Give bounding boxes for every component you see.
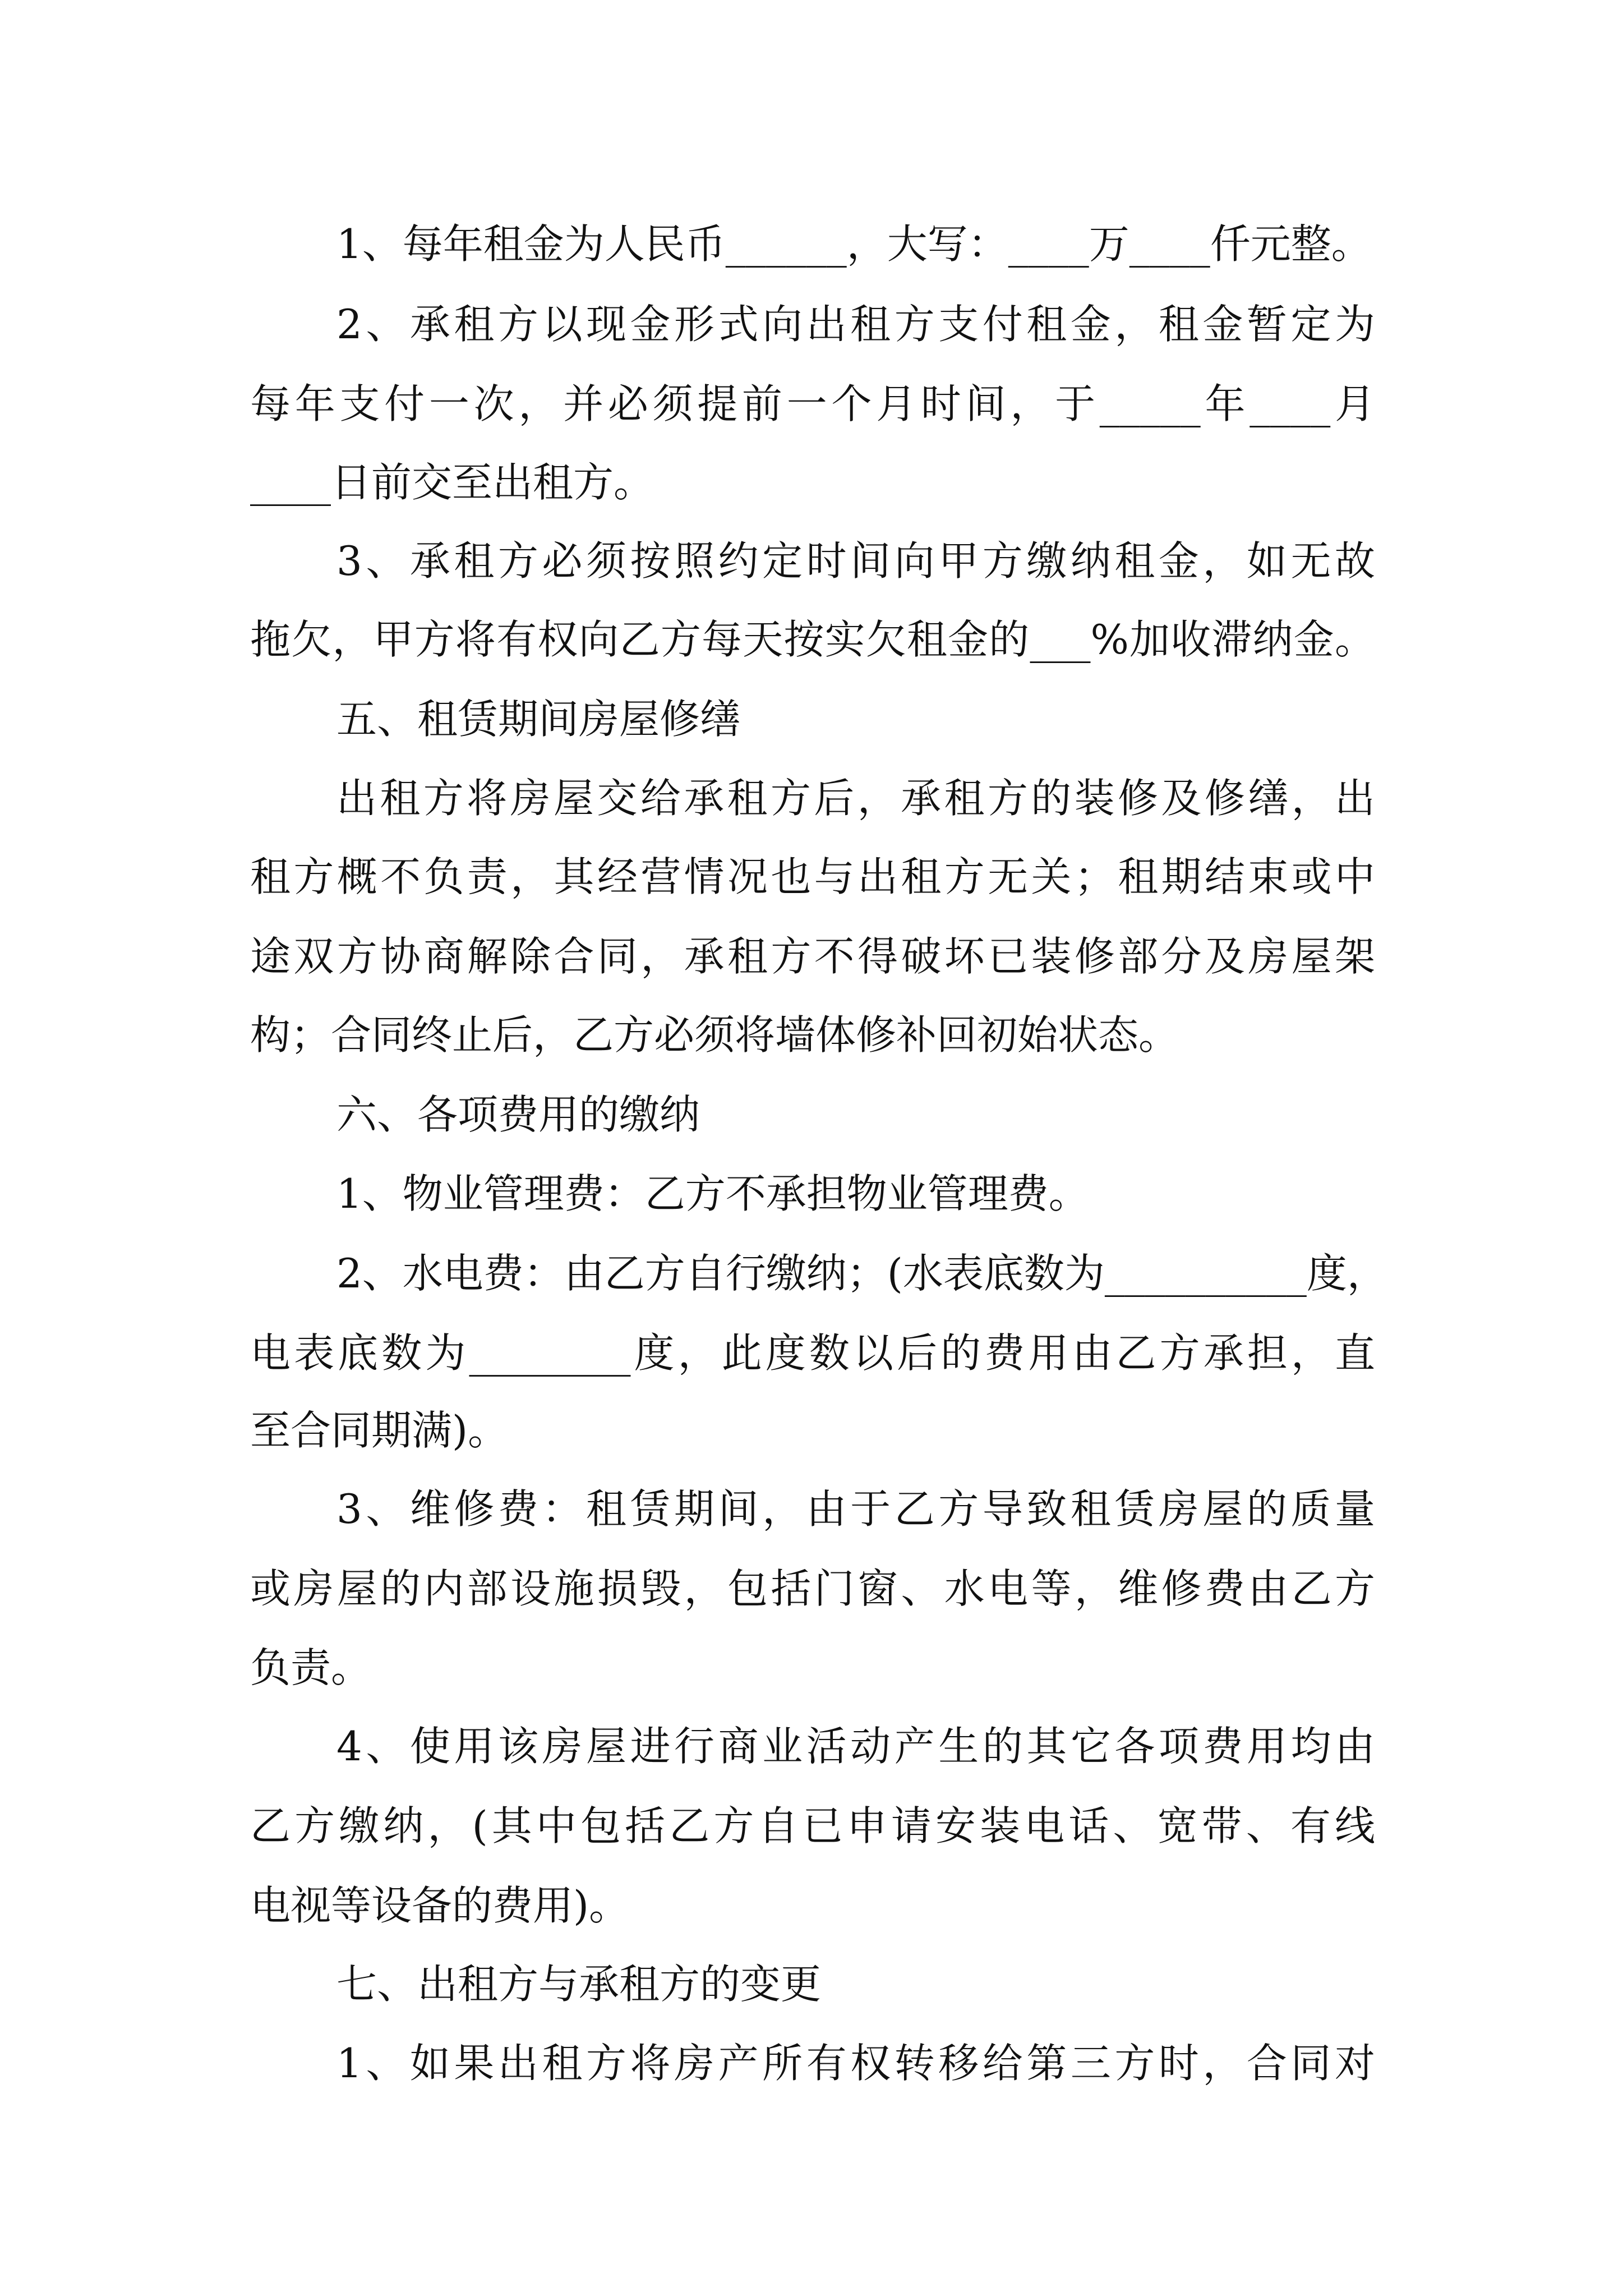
ownership-transfer-line: 1、如果出租方将房产所有权转移给第三方时，合同对 <box>336 2040 1375 2087</box>
payment-date-line-end: ____日前交至出租方。 <box>250 459 654 506</box>
property-fee-line: 1、物业管理费：乙方不承担物业管理费。 <box>336 1170 1089 1217</box>
repair-paragraph-line: 构；合同终止后，乙方必须将墙体修补回初始状态。 <box>250 1011 1179 1059</box>
utility-fee-line-end: 至合同期满)。 <box>250 1407 509 1454</box>
payment-date-line: 每年支付一次，并必须提前一个月时间，于_____年____月 <box>250 380 1375 427</box>
late-fee-line-end: 拖欠，甲方将有权向乙方每天按实欠租金的___%加收滞纳金。 <box>250 616 1375 663</box>
other-fees-line-end: 电视等设备的费用)。 <box>250 1882 630 1929</box>
other-fees-line: 乙方缴纳，(其中包括乙方自已申请安装电话、宽带、有线 <box>250 1802 1375 1849</box>
late-fee-line: 3、承租方必须按照约定时间向甲方缴纳租金，如无故 <box>336 537 1375 585</box>
maintenance-fee-line-end: 负责。 <box>250 1644 372 1691</box>
payment-method-line: 2、承租方以现金形式向出租方支付租金，租金暂定为 <box>336 301 1375 348</box>
section-heading-fees: 六、各项费用的缴纳 <box>336 1091 700 1138</box>
other-fees-line: 4、使用该房屋进行商业活动产生的其它各项费用均由 <box>336 1723 1375 1770</box>
maintenance-fee-line: 或房屋的内部设施损毁，包括门窗、水电等，维修费由乙方 <box>250 1565 1375 1612</box>
utility-fee-line: 2、水电费：由乙方自行缴纳；(水表底数为__________度， <box>336 1250 1387 1297</box>
section-heading-change: 七、出租方与承租方的变更 <box>336 1961 822 2008</box>
repair-paragraph-line: 途双方协商解除合同，承租方不得破坏已装修部分及房屋架 <box>250 933 1375 980</box>
rent-amount-line: 1、每年租金为人民币______，大写：____万____仟元整。 <box>336 220 1372 268</box>
utility-fee-line: 电表底数为________度，此度数以后的费用由乙方承担，直 <box>250 1329 1375 1377</box>
section-heading-repair: 五、租赁期间房屋修缮 <box>336 696 741 743</box>
repair-paragraph-line: 出租方将房屋交给承租方后，承租方的装修及修缮，出 <box>336 775 1375 822</box>
repair-paragraph-line: 租方概不负责，其经营情况也与出租方无关；租期结束或中 <box>250 853 1375 900</box>
maintenance-fee-line: 3、维修费：租赁期间，由于乙方导致租赁房屋的质量 <box>336 1485 1375 1533</box>
